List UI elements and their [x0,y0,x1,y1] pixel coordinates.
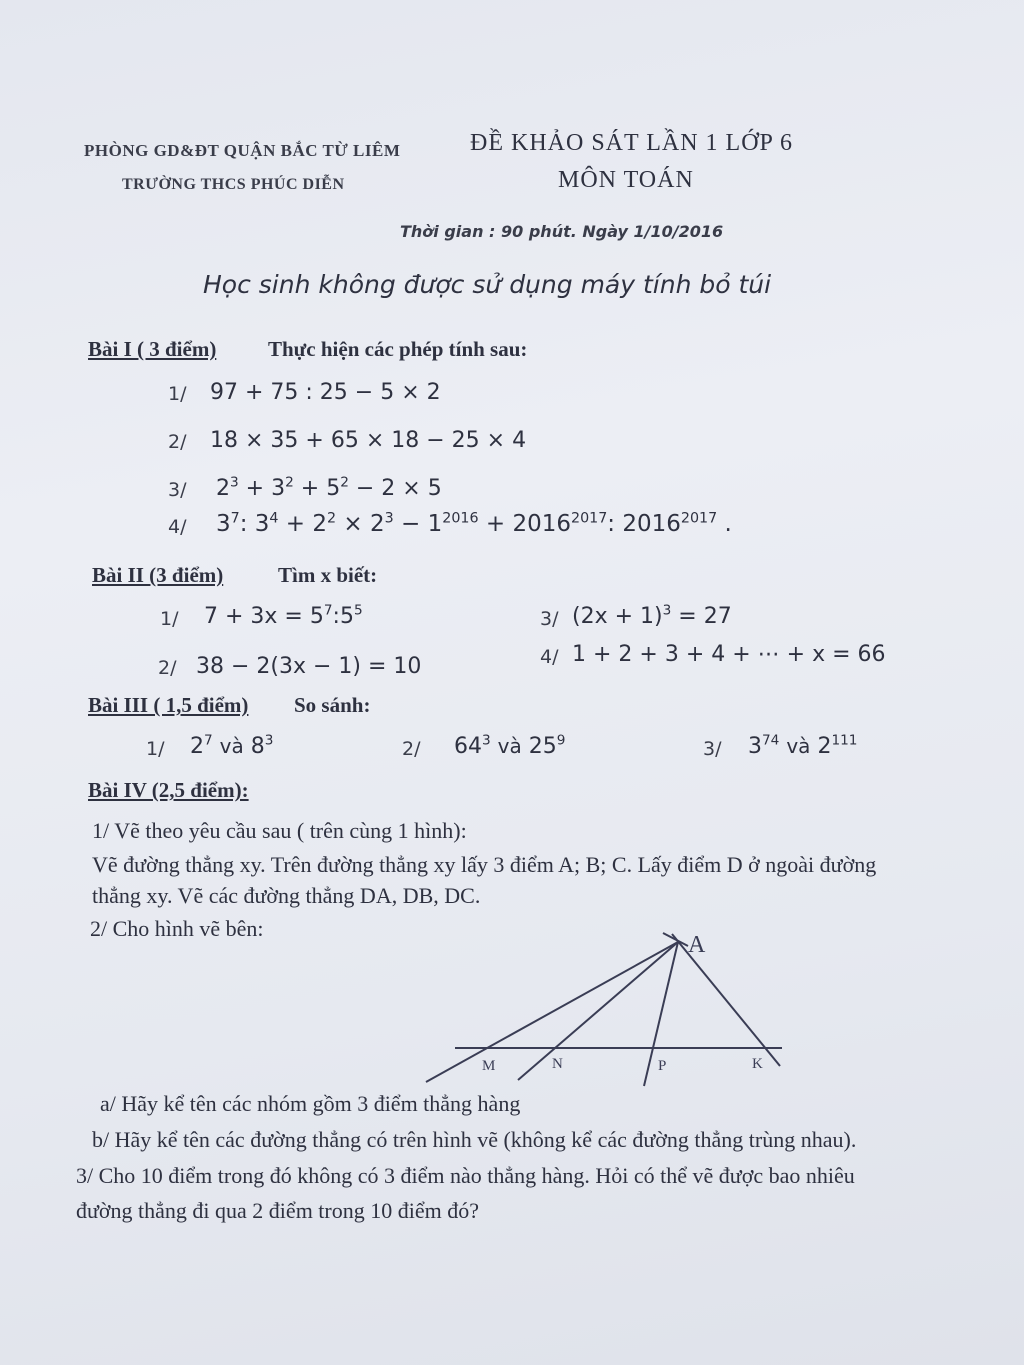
b4-q3-line2: đường thẳng đi qua 2 điểm trong 10 điểm đó? [76,1198,479,1223]
b4-q2-title: 2/ Cho hình vẽ bên: [90,916,264,941]
b4-q1-title: 1/ Vẽ theo yêu cầu sau ( trên cùng 1 hình): [92,818,467,843]
b2-q4-expr: 1 + 2 + 3 + 4 + ⋯ + x = 66 [572,642,886,667]
b4-q1-line1: Vẽ đường thẳng xy. Trên đường thẳng xy lấy 3 điểm A; B; C. Lấy điểm D ở ngoài đường [92,852,877,877]
b1-q1-expr: 97 + 75 : 25 − 5 × 2 [210,380,441,405]
line-an [518,942,678,1080]
label-m: M [482,1058,496,1074]
school-name: TRƯỜNG THCS PHÚC DIỄN [122,176,345,193]
section-2-prompt: Tìm x biết: [278,563,378,587]
b3-q1-expr: $2^7$ và $8^3$ [190,732,274,759]
b3-q1-number: 1/ [146,738,165,760]
b2-q3-number: 3/ [540,608,559,630]
section-1-prompt: Thực hiện các phép tính sau: [268,337,528,361]
exam-subject: MÔN TOÁN [558,167,694,193]
b3-q2-expr: $64^3$ và $25^9$ [454,732,566,759]
b1-q4-expr: $3^7$: $3^4 + 2^2 \times 2^3 - 1^{2016} + 2016^{2017}$: $2016^{2017}$ . [216,510,732,537]
b2-q3-expr: $(2x + 1)^3 = 27$ [572,602,732,629]
b4-q2b: b/ Hãy kể tên các đường thẳng có trên hình vẽ (không kể các đường thẳng trùng nhau). [92,1127,857,1152]
b1-q3-expr: $2^3 + 3^2 + 5^2 - 2 \times 5$ [216,474,442,501]
b2-q2-expr: 38 − 2(3x − 1) = 10 [196,654,422,679]
b1-q2-expr: 18 × 35 + 65 × 18 − 25 × 4 [210,428,527,453]
calculator-warning: Học sinh không được sử dụng máy tính bỏ túi [203,270,772,299]
b2-q1-expr: $7 + 3x = 5^7:5^5$ [204,602,363,629]
exam-title: ĐỀ KHẢO SÁT LẦN 1 LỚP 6 [470,130,793,156]
b3-q3-expr: $3^{74}$ và $2^{111}$ [748,732,858,759]
section-4-title: Bài IV (2,5 điểm): [88,778,249,802]
b1-q2-number: 2/ [168,431,187,453]
b2-q1-number: 1/ [160,608,179,630]
section-1-title: Bài I ( 3 điểm) [88,337,217,361]
b2-q2-number: 2/ [158,657,177,679]
b3-q3-number: 3/ [703,738,722,760]
b1-q1-number: 1/ [168,383,187,405]
b1-q4-number: 4/ [168,516,187,538]
label-a: A [688,932,706,958]
b2-q4-number: 4/ [540,646,559,668]
b4-q1-line2: thẳng xy. Vẽ các đường thẳng DA, DB, DC. [92,883,481,908]
label-p: P [658,1058,667,1074]
b4-q3-line1: 3/ Cho 10 điểm trong đó không có 3 điểm nào thẳng hàng. Hỏi có thể vẽ được bao nhiêu [76,1163,855,1188]
section-3-prompt: So sánh: [294,693,371,717]
exam-time: Thời gian : 90 phút. Ngày 1/10/2016 [400,222,724,241]
section-3-title: Bài III ( 1,5 điểm) [88,693,249,717]
b4-q2a: a/ Hãy kể tên các nhóm gồm 3 điểm thẳng hàng [100,1091,521,1116]
label-n: N [552,1056,563,1072]
department-name: PHÒNG GD&ĐT QUẬN BẮC TỪ LIÊM [84,141,401,160]
section-2-title: Bài II (3 điểm) [92,563,224,587]
label-k: K [752,1056,763,1072]
b3-q2-number: 2/ [402,738,421,760]
b1-q3-number: 3/ [168,479,187,501]
